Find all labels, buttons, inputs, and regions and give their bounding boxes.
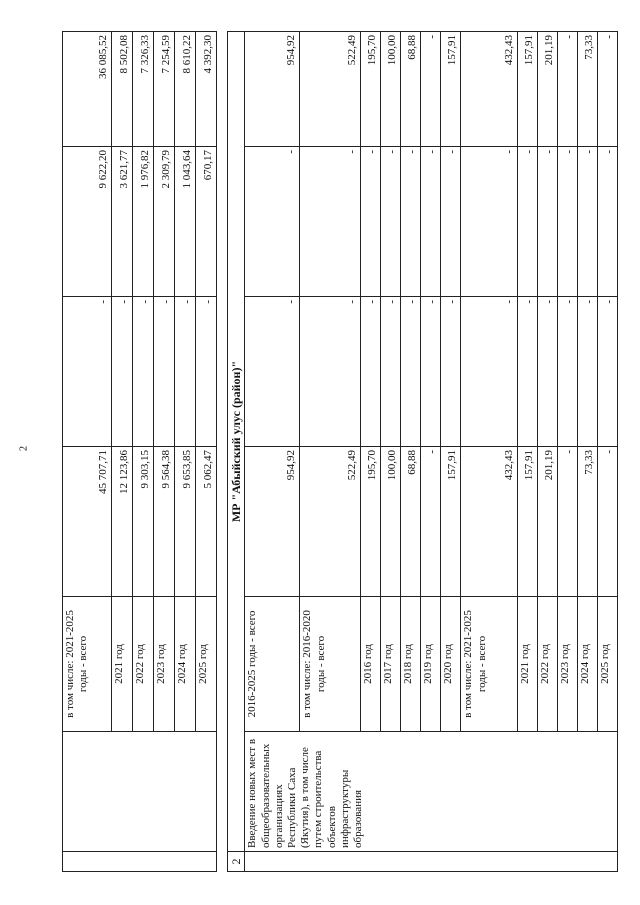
value-cell-c3: - [598, 447, 618, 597]
value-cell-c6: 73,33 [578, 32, 598, 147]
period-cell: 2023 год [154, 597, 175, 732]
value-cell-c3: 12 123,86 [112, 447, 133, 597]
value-cell-c3: 954,92 [245, 447, 300, 597]
value-cell-c4: - [441, 297, 461, 447]
value-cell-c4: - [401, 297, 421, 447]
table-row [63, 32, 112, 872]
value-cell-c4: - [421, 297, 441, 447]
value-cell-c6: - [558, 32, 578, 147]
period-cell: 2025 год [196, 597, 217, 732]
rotated-table-page [62, 32, 617, 872]
table-row [245, 32, 300, 872]
value-cell-c5: - [461, 147, 518, 297]
value-cell-c6: 432,43 [461, 32, 518, 147]
value-cell-c5: - [421, 147, 441, 297]
district-row-number: 2 [228, 852, 245, 872]
period-cell: 2025 год [598, 597, 618, 732]
value-cell-c3: 201,19 [538, 447, 558, 597]
value-cell-c3: 9 303,15 [133, 447, 154, 597]
value-cell-c4: - [558, 297, 578, 447]
value-cell-c3: 157,91 [518, 447, 538, 597]
period-cell: 2016-2025 годы - всего [245, 597, 300, 732]
value-cell-c4: - [133, 297, 154, 447]
value-cell-c3: 522,49 [300, 447, 361, 597]
period-cell: 2024 год [175, 597, 196, 732]
value-cell-c4: - [63, 297, 112, 447]
value-cell-c3: 5 062,47 [196, 447, 217, 597]
value-cell-c6: 4 392,30 [196, 32, 217, 147]
gap-block [217, 32, 228, 872]
value-cell-c3: 73,33 [578, 447, 598, 597]
value-cell-c6: 157,91 [441, 32, 461, 147]
value-cell-c5: - [441, 147, 461, 297]
period-cell: 2017 год [381, 597, 401, 732]
value-cell-c4: - [196, 297, 217, 447]
period-cell: 2020 год [441, 597, 461, 732]
value-cell-c5: - [245, 147, 300, 297]
page-number: 2 [18, 446, 30, 451]
row-number-cell [63, 852, 217, 872]
value-cell-c6: - [598, 32, 618, 147]
description-cell: Введение новых мест в общеобразовательных организациях Республики Саха (Якутия), в том числе путем строительства объектов инфраструктуры образования [245, 732, 618, 852]
value-cell-c6: - [421, 32, 441, 147]
value-cell-c6: 8 610,22 [175, 32, 196, 147]
district-block [245, 32, 618, 872]
value-cell-c3: 100,00 [381, 447, 401, 597]
value-cell-c5: 2 309,79 [154, 147, 175, 297]
value-cell-c5: - [578, 147, 598, 297]
period-cell: 2018 год [401, 597, 421, 732]
value-cell-c6: 954,92 [245, 32, 300, 147]
value-cell-c6: 201,19 [538, 32, 558, 147]
value-cell-c3: 195,70 [361, 447, 381, 597]
value-cell-c4: - [538, 297, 558, 447]
value-cell-c4: - [598, 297, 618, 447]
period-cell: 2022 год [133, 597, 154, 732]
value-cell-c6: 8 502,08 [112, 32, 133, 147]
value-cell-c4: - [300, 297, 361, 447]
value-cell-c5: - [558, 147, 578, 297]
top-block [63, 32, 217, 872]
value-cell-c5: 1 976,82 [133, 147, 154, 297]
value-cell-c3: 9 653,85 [175, 447, 196, 597]
budget-table [62, 31, 618, 872]
value-cell-c3: 68,88 [401, 447, 421, 597]
value-cell-c4: - [175, 297, 196, 447]
value-cell-c4: - [518, 297, 538, 447]
period-cell: 2021 год [112, 597, 133, 732]
value-cell-c5: 1 043,64 [175, 147, 196, 297]
value-cell-c6: 100,00 [381, 32, 401, 147]
value-cell-c5: - [598, 147, 618, 297]
value-cell-c3: 157,91 [441, 447, 461, 597]
district-header [228, 32, 245, 872]
row-number-cell [245, 852, 618, 872]
period-cell: в том числе: 2021-2025 годы - всего [63, 597, 112, 732]
value-cell-c5: - [538, 147, 558, 297]
period-cell: 2023 год [558, 597, 578, 732]
value-cell-c3: 45 707,71 [63, 447, 112, 597]
value-cell-c5: - [518, 147, 538, 297]
value-cell-c4: - [461, 297, 518, 447]
period-cell: 2016 год [361, 597, 381, 732]
value-cell-c5: - [381, 147, 401, 297]
value-cell-c3: 9 564,38 [154, 447, 175, 597]
period-cell: 2021 год [518, 597, 538, 732]
value-cell-c6: 36 085,52 [63, 32, 112, 147]
value-cell-c5: 670,17 [196, 147, 217, 297]
description-cell [63, 732, 217, 852]
value-cell-c3: - [558, 447, 578, 597]
value-cell-c4: - [361, 297, 381, 447]
period-cell: в том числе: 2016-2020 годы - всего [300, 597, 361, 732]
value-cell-c4: - [154, 297, 175, 447]
value-cell-c5: 9 622,20 [63, 147, 112, 297]
value-cell-c3: 432,43 [461, 447, 518, 597]
value-cell-c5: - [401, 147, 421, 297]
value-cell-c5: - [361, 147, 381, 297]
value-cell-c5: 3 621,77 [112, 147, 133, 297]
value-cell-c4: - [112, 297, 133, 447]
value-cell-c6: 157,91 [518, 32, 538, 147]
value-cell-c4: - [381, 297, 401, 447]
period-cell: в том числе: 2021-2025 годы - всего [461, 597, 518, 732]
value-cell-c3: - [421, 447, 441, 597]
value-cell-c6: 195,70 [361, 32, 381, 147]
value-cell-c4: - [578, 297, 598, 447]
value-cell-c6: 68,88 [401, 32, 421, 147]
value-cell-c4: - [245, 297, 300, 447]
value-cell-c6: 7 326,33 [133, 32, 154, 147]
value-cell-c6: 7 254,59 [154, 32, 175, 147]
period-cell: 2019 год [421, 597, 441, 732]
district-title: МР "Абыйский улус (район)" [228, 32, 245, 852]
value-cell-c5: - [300, 147, 361, 297]
period-cell: 2022 год [538, 597, 558, 732]
period-cell: 2024 год [578, 597, 598, 732]
value-cell-c6: 522,49 [300, 32, 361, 147]
